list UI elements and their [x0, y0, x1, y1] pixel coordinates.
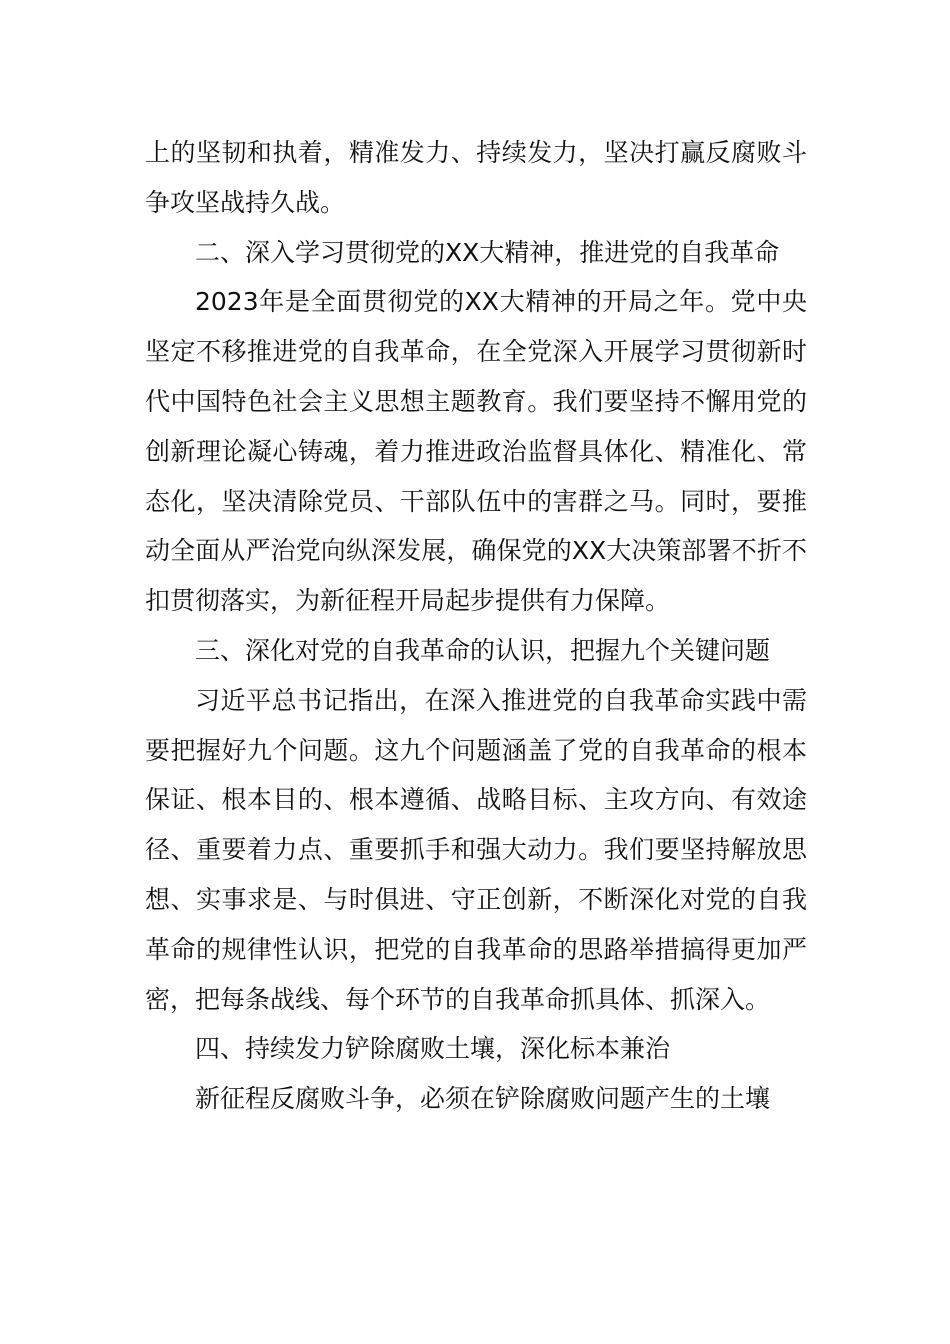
document-body [145, 128, 807, 1124]
section-heading-4: 四、持续发力铲除腐败土壤，深化标本兼治 [195, 1034, 671, 1064]
paragraph-continued: 上的坚韧和执着，精准发力、持续发力，坚决打赢反腐败斗争攻坚战持久战。 [145, 138, 807, 217]
paragraph-body: 习近平总书记指出，在深入推进党的自我革命实践中需要把握好九个问题。这九个问题涵盖了党的自我革命的根本保证、根本目的、根本遵循、战略目标、主攻方向、有效途径、重要着力点、重要抓手和强大动力。我们要坚持解放思想、实事求是、与时俱进、守正创新，不断深化对党的自我革命的规律性认识，把党的自我革命的思路举措搞得更加严密，把每条战线、每个环节的自我革命抓具体、抓深入。 [145, 685, 807, 1014]
paragraph-body: 2023年是全面贯彻党的XX大精神的开局之年。党中央坚定不移推进党的自我革命，在全党深入开展学习贯彻新时代中国特色社会主义思想主题教育。我们要坚持不懈用党的创新理论凝心铸魂，着力推进政治监督具体化、精准化、常态化，坚决清除党员、干部队伍中的害群之马。同时，要推动全面从严治党向纵深发展，确保党的XX大决策部署不折不扣贯彻落实，为新征程开局起步提供有力保障。 [145, 287, 807, 616]
section-heading-2: 二、深入学习贯彻党的XX大精神，推进党的自我革命 [195, 237, 780, 267]
section-heading-3: 三、深化对党的自我革命的认识，把握九个关键问题 [195, 635, 771, 665]
paragraph-body: 新征程反腐败斗争，必须在铲除腐败问题产生的土壤 [195, 1084, 771, 1114]
